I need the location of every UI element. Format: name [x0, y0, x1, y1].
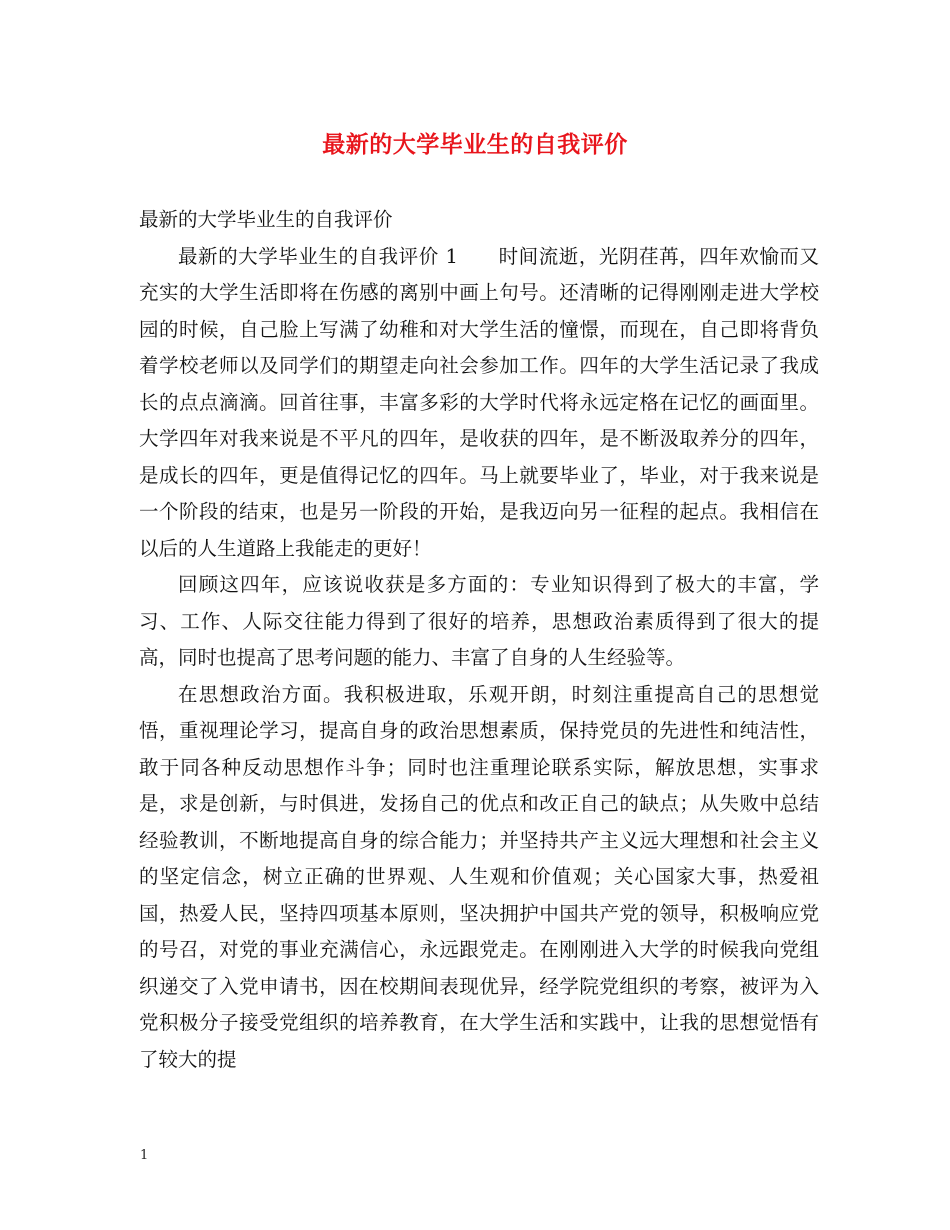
paragraph-intro: 最新的大学毕业生的自我评价 1 时间流逝，光阴荏苒，四年欢愉而又充实的大学生活即将在伤感的离别中画上句号。还清晰的记得刚刚走进大学校园的时候，自己脸上写满了幼稚和对大学生活的憧憬，而现在，自己即将背负着学校老师以及同学们的期望走向社会参加工作。四年的大学生活记录了我成长的点点滴滴。回首往事，丰富多彩的大学时代将永远定格在记忆的画面里。大学四年对我来说是不平凡的四年，是收获的四年，是不断汲取养分的四年，是成长的四年，更是值得记忆的四年。马上就要毕业了，毕业，对于我来说是一个阶段的结束，也是另一阶段的开始，是我迈向另一征程的起点。我相信在以后的人生道路上我能走的更好！	[139, 244, 819, 560]
paragraph-political: 在思想政治方面。我积极进取，乐观开朗，时刻注重提高自己的思想觉悟，重视理论学习，提高自身的政治思想素质，保持党员的先进性和纯洁性，敢于同各种反动思想作斗争；同时也注重理论联系实际，解放思想，实事求是，求是创新，与时俱进，发扬自己的优点和改正自己的缺点；从失败中总结经验教训，不断地提高自身的综合能力；并坚持共产主义远大理想和社会主义的坚定信念，树立正确的世界观、人生观和价值观；关心国家大事，热爱祖国，热爱人民，坚持四项基本原则，坚决拥护中国共产党的领导，积极响应党的号召，对党的事业充满信心，永远跟党走。在刚刚进入大学的时候我向党组织递交了入党申请书，因在校期间表现优异，经学院党组织的考察，被评为入党积极分子接受党组织的培养教育，在大学生活和实践中，让我的思想觉悟有了较大的提	[139, 682, 819, 1071]
document-body	[139, 202, 819, 1078]
document-title: 最新的大学毕业生的自我评价	[322, 131, 628, 158]
page-number: 1	[140, 1148, 149, 1163]
paragraph-review: 回顾这四年，应该说收获是多方面的：专业知识得到了极大的丰富，学习、工作、人际交往能力得到了很好的培养，思想政治素质得到了很大的提高，同时也提高了思考问题的能力、丰富了自身的人生经验等。	[139, 573, 819, 669]
document-subtitle: 最新的大学毕业生的自我评价	[139, 208, 393, 231]
